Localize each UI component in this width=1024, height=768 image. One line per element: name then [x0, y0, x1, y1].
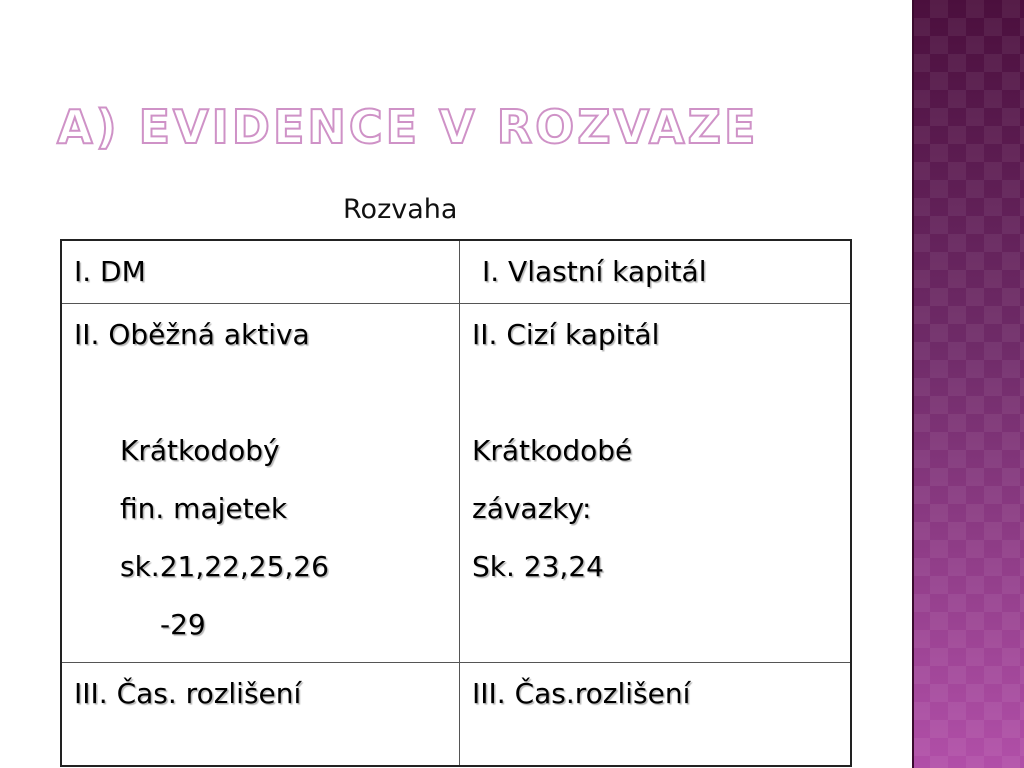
cell-spacer	[472, 364, 838, 422]
cell-text: -29	[160, 608, 206, 641]
cell-text: I. Vlastní kapitál	[482, 255, 707, 288]
cell-text: Krátkodobý	[120, 434, 280, 467]
table-cell-assets	[61, 663, 460, 767]
cell-text: Krátkodobé	[472, 434, 633, 467]
cell-text: fin. majetek	[120, 492, 288, 525]
table-cell-liabilities	[460, 304, 852, 663]
cell-text: III. Čas. rozlišení	[74, 677, 302, 710]
cell-text: I. DM	[74, 255, 146, 288]
sidebar-divider	[912, 0, 914, 768]
cell-spacer	[74, 364, 447, 422]
table-cell-liabilities	[460, 240, 852, 304]
table-caption: Rozvaha	[343, 194, 458, 225]
decorative-sidebar	[912, 0, 1024, 768]
slide-title: A) EVIDENCE V ROZVAZE	[57, 100, 759, 154]
table-cell-assets	[61, 240, 460, 304]
table-row	[61, 304, 851, 663]
table-cell-assets	[61, 304, 460, 663]
cell-text: závazky:	[472, 492, 592, 525]
table-cell-liabilities	[460, 663, 852, 767]
cell-text: II. Oběžná aktiva	[74, 318, 310, 351]
cell-text: III. Čas.rozlišení	[472, 677, 691, 710]
balance-sheet-table	[60, 239, 852, 767]
table-row	[61, 240, 851, 304]
cell-text: Sk. 23,24	[472, 550, 604, 583]
cell-text: sk.21,22,25,26	[120, 550, 329, 583]
table-row	[61, 663, 851, 767]
cell-text: II. Cizí kapitál	[472, 318, 660, 351]
